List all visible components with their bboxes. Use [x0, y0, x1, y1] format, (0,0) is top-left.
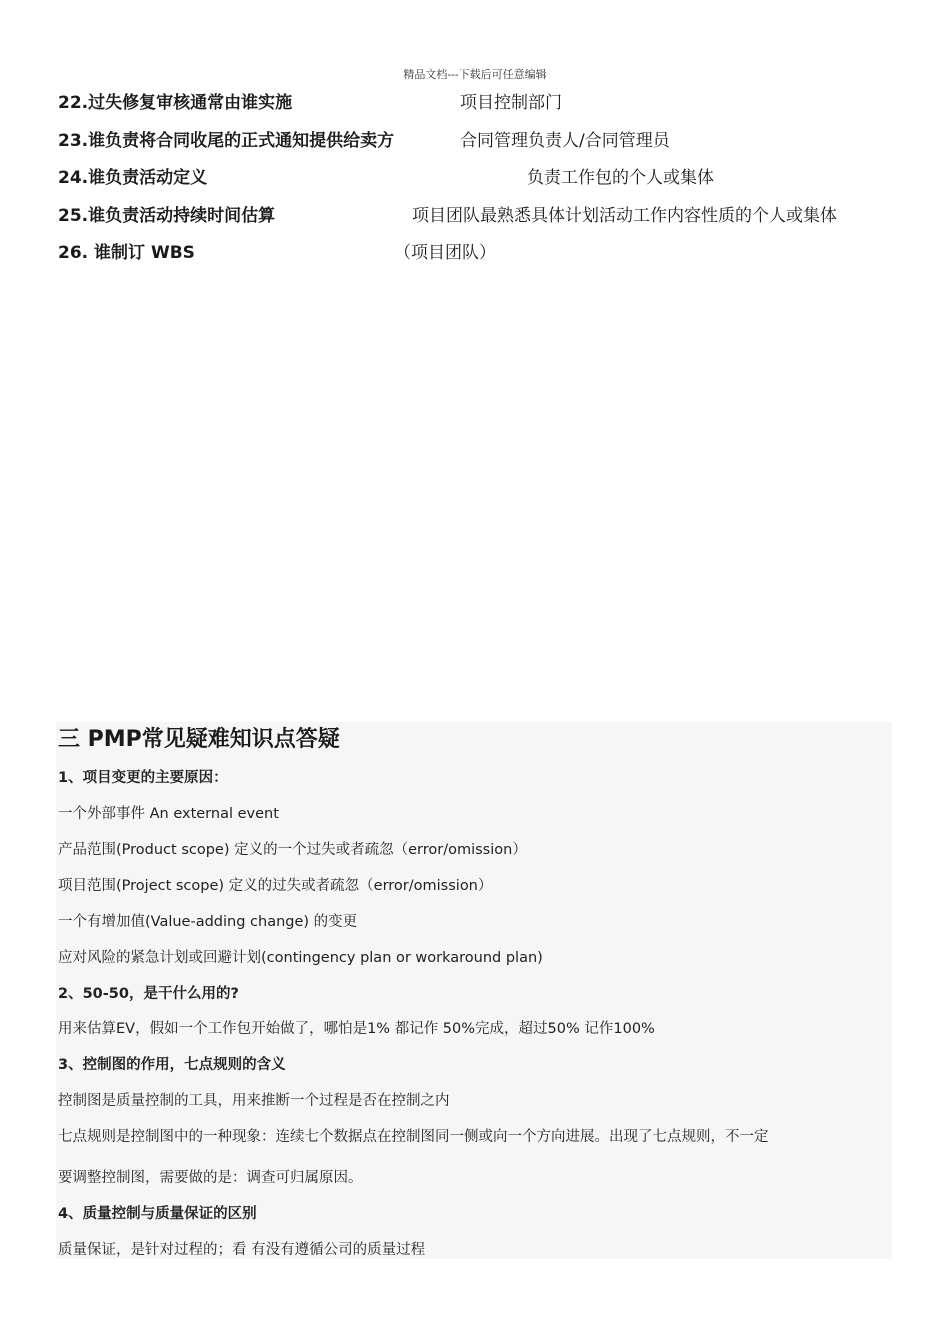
paragraph-line: 一个有增加值(Value-adding change) 的变更 [58, 914, 358, 930]
subheading: 4、质量控制与质量保证的区别 [58, 1206, 257, 1222]
question: 26. 谁制订 WBS [58, 243, 195, 263]
qa-item-26 [58, 238, 918, 263]
question: 24.谁负责活动定义 [58, 168, 208, 188]
answer: （项目团队） [394, 243, 496, 263]
answer: 合同管理负责人/合同管理员 [460, 131, 670, 151]
qa-item-25 [58, 201, 918, 226]
question: 23.谁负责将合同收尾的正式通知提供给卖方 [58, 131, 395, 151]
paragraph-line: 七点规则是控制图中的一种现象：连续七个数据点在控制图同一侧或向一个方向进展。出现了七点规则，不一定 [58, 1129, 769, 1145]
subheading: 3、控制图的作用，七点规则的含义 [58, 1057, 286, 1073]
paragraph-line: 质量保证，是针对过程的；看 有没有遵循公司的质量过程 [58, 1242, 426, 1258]
paragraph-line: 控制图是质量控制的工具，用来推断一个过程是否在控制之内 [58, 1093, 450, 1109]
paragraph-line: 要调整控制图，需要做的是：调查可归属原因。 [58, 1170, 363, 1186]
subheading: 1、项目变更的主要原因： [58, 770, 228, 786]
paragraph-line: 产品范围(Product scope) 定义的一个过失或者疏忽（error/omission） [58, 842, 527, 858]
subheading: 2、50-50，是干什么用的? [58, 986, 239, 1002]
paragraph-line: 应对风险的紧急计划或回避计划(contingency plan or workaround plan) [58, 950, 543, 966]
section-title: 三 PMP常见疑难知识点答疑 [58, 727, 340, 752]
qa-item-22 [58, 88, 918, 113]
answer: 项目团队最熟悉具体计划活动工作内容性质的个人或集体 [412, 206, 837, 226]
paragraph-line: 一个外部事件 An external event [58, 806, 279, 822]
answer: 负责工作包的个人或集体 [527, 168, 714, 188]
qa-item-23 [58, 126, 918, 151]
paragraph-line: 用来估算EV，假如一个工作包开始做了，哪怕是1% 都记作 50%完成，超过50% 记作100% [58, 1021, 655, 1037]
question: 22.过失修复审核通常由谁实施 [58, 93, 293, 113]
paragraph-line: 项目范围(Project scope) 定义的过失或者疏忽（error/omission） [58, 878, 493, 894]
answer: 项目控制部门 [460, 93, 562, 113]
question: 25.谁负责活动持续时间估算 [58, 206, 276, 226]
page-header: 精品文档---下载后可任意编辑 [403, 68, 547, 81]
qa-item-24 [58, 163, 918, 188]
